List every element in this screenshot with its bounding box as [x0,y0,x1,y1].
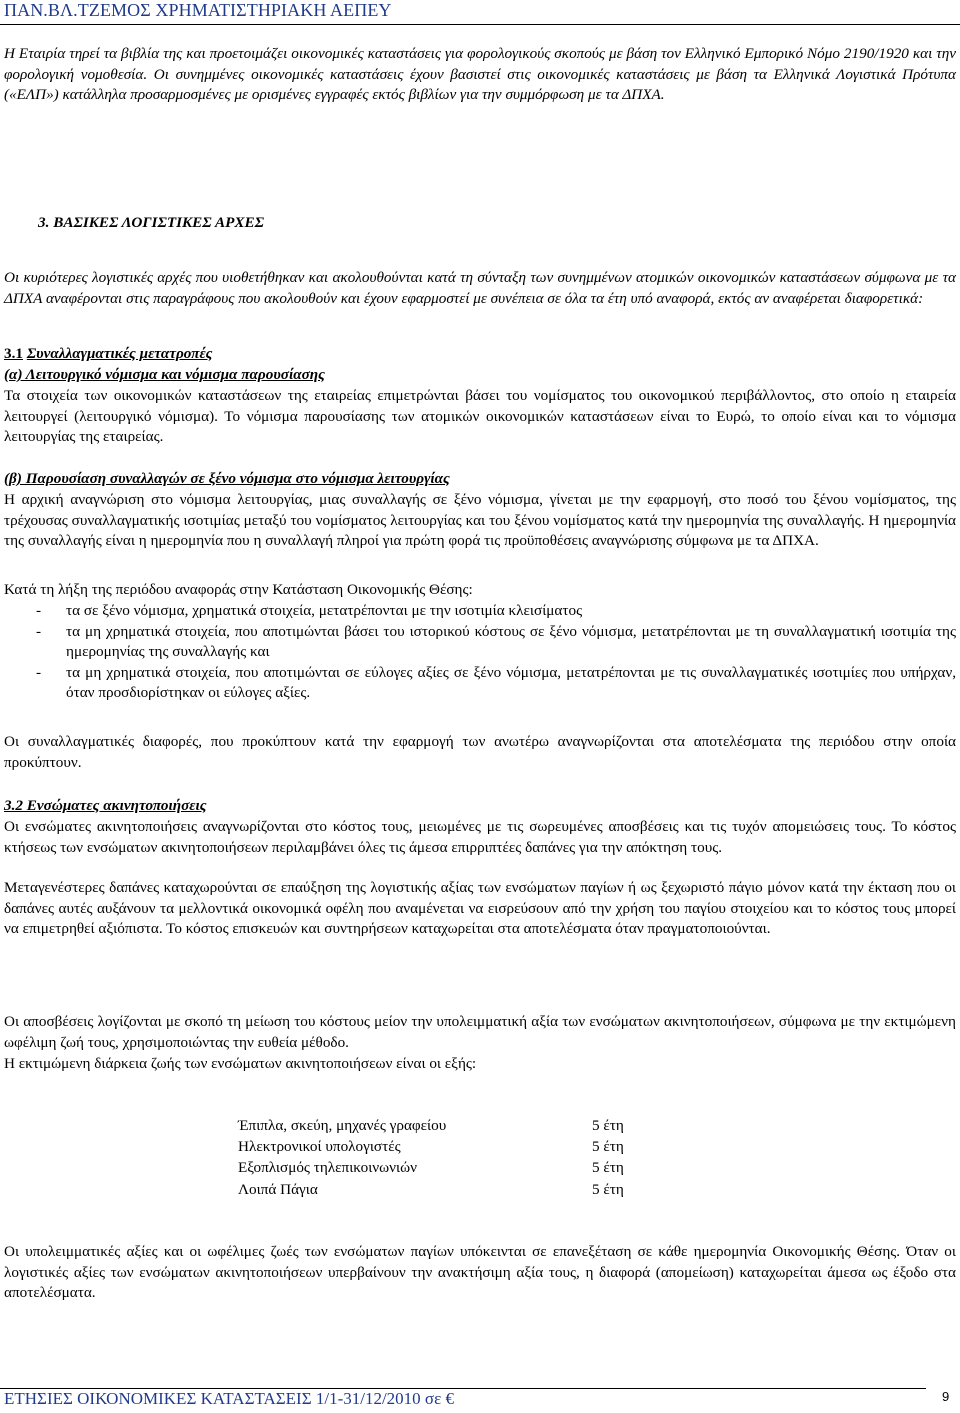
section-3-1-title: Συναλλαγματικές μετατροπές [26,345,213,362]
list-item [0,601,956,622]
useful-life-table [238,1115,624,1200]
asset-name: Έπιπλα, σκεύη, μηχανές γραφείου [238,1117,447,1134]
asset-life: 5 έτη [592,1180,624,1198]
list-item-text: τα μη χρηματικά στοιχεία, που αποτιμώνται σε εύλογες αξίες σε ξένο νόμισμα, μετατρέπονται με τις συναλλαγματικές ισοτιμίες που υπήρχαν, όταν προσδιορίστηκαν οι εύλογες αξίες. [66,663,956,702]
subsection-b-lead: Κατά τη λήξη της περιόδου αναφοράς στην Κατάσταση Οικονομικής Θέσης: [4,581,473,598]
section-3-2-heading: 3.2 Ενσώματες ακινητοποιήσεις [4,797,207,814]
subsection-a-text: Τα στοιχεία των οικονομικών καταστάσεων της εταιρείας επιμετρώνται βάσει του νομίσματος του οικονομικού περιβάλλοντος, στο οποίο η εταιρεία λειτουργεί (λειτουργικό νόμισμα). Το νόμισμα παρουσίασης των ατομικών οικονομικών καταστάσεων είναι το Ευρώ, το οποίο είναι και το νόμισμα λειτουργίας της εταιρείας. [4,387,956,446]
asset-life: 5 έτη [592,1159,624,1177]
page-number: 9 [942,1389,950,1404]
page-footer: ΕΤΗΣΙΕΣ ΟΙΚΟΝΟΜΙΚΕΣ ΚΑΤΑΣΤΑΣΕΙΣ 1/1-31/12/2010 σε € [4,1389,454,1408]
list-item-text: τα σε ξένο νόμισμα, χρηματικά στοιχεία, μετατρέπονται με την ισοτιμία κλεισίματος [66,602,583,619]
section-3-1-number: 3.1 [4,345,23,362]
table-row [238,1179,624,1200]
section-3-1-heading [4,344,956,365]
subsection-b-text: Η αρχική αναγνώριση στο νόμισμα λειτουργίας, μιας συναλλαγής σε ξένο νόμισμα, γίνεται με την εφαρμογή, στο ποσό του ξένου νομίσματος, της τρέχουσας συναλλαγματικής ισοτιμίας μεταξύ του νομίσματος λειτουργίας και του ξένου νομίσματος κατά την ημερομηνία της συναλλαγής. Η ημερομηνία της συναλλαγής είναι η ημερομηνία που η συναλλαγή πληροί για πρώτη φορά τις προϋποθέσεις αναγνώρισης σύμφωνα με τα ΔΠΧΑ. [4,491,956,550]
intro-paragraph: Η Εταιρία τηρεί τα βιβλία της και προετοιμάζει οικονομικές καταστάσεις για φορολογικούς σκοπούς με βάση τον Ελληνικό Εμπορικό Νόμο 2190/1920 και την φορολογική νομοθεσία. Οι συνημμένες οικονομικές καταστάσεις έχουν βασιστεί στις οικονομικές καταστάσεις με βάση τα Ελληνικά Λογιστικά Πρότυπα («ΕΛΠ») κατάλληλα προσαρμοσμένες με ορισμένες εγγραφές εκτός βιβλίων για την συμμόρφωση με τα ΔΠΧΑ. [4,45,956,104]
exchange-differences-text: Οι συναλλαγματικές διαφορές, που προκύπτουν κατά την εφαρμογή των ανωτέρω αναγνωρίζονται στα αποτελέσματα της περιόδου στην οποία προκύπτουν. [4,733,956,771]
list-item [0,622,956,663]
asset-life: 5 έτη [592,1117,624,1134]
asset-life: 5 έτη [592,1138,624,1156]
asset-name: Ηλεκτρονικοί υπολογιστές [238,1138,401,1156]
bullet-list [0,601,956,704]
table-row [238,1136,624,1157]
dash-marker: - [36,622,42,640]
section-3-2-p1: Οι ενσώματες ακινητοποιήσεις αναγνωρίζονται στο κόστος τους, μειωμένες με τις σωρευμένες αποσβέσεις και τις τυχόν απομειώσεις τους. Το κόστος κτήσεως των ενσώματων ακινητοποιήσεων περιλαμβάνει όλες τις άμεσα επιρριπτέες δαπάνες για την απόκτηση τους. [4,818,956,856]
list-item-text: τα μη χρηματικά στοιχεία, που αποτιμώνται βάσει του ιστορικού κόστους σε ξένο νόμισμα, μετατρέπονται με τη συναλλαγματική ισοτιμία της ημερομηνίας της συναλλαγής και [66,622,956,661]
header-divider [0,24,960,25]
subsection-a-heading: (α) Λειτουργικό νόμισμα και νόμισμα παρουσίασης [4,366,325,383]
section-3-heading: 3. ΒΑΣΙΚΕΣ ΛΟΓΙΣΤΙΚΕΣ ΑΡΧΕΣ [38,214,265,231]
page-header: ΠΑΝ.ΒΛ.ΤΖΕΜΟΣ ΧΡΗΜΑΤΙΣΤΗΡΙΑΚΗ ΑΕΠΕΥ [4,0,392,20]
section-3-2-p3: Οι αποσβέσεις λογίζονται με σκοπό τη μείωση του κόστους μείον την υπολειμματική αξία των ενσώματων ακινητοποιήσεων, σύμφωνα με την εκτιμώμενη ωφέλιμη ζωή τους, χρησιμοποιώντας την ευθεία μέθοδο. [4,1013,956,1051]
section-3-2-p4: Η εκτιμώμενη διάρκεια ζωής των ενσώματων ακινητοποιήσεων είναι οι εξής: [4,1055,477,1072]
dash-marker: - [36,663,42,681]
table-row [238,1157,624,1178]
asset-name: Λοιπά Πάγια [238,1180,318,1198]
dash-marker: - [36,602,42,619]
asset-name: Εξοπλισμός τηλεπικοινωνιών [238,1159,417,1177]
table-row [238,1115,624,1136]
subsection-b-heading: (β) Παρουσίαση συναλλαγών σε ξένο νόμισμα στο νόμισμα λειτουργίας [4,470,450,487]
section-3-2-p2: Μεταγενέστερες δαπάνες καταχωρούνται σε επαύξηση της λογιστικής αξίας των ενσώματων παγίων ή ως ξεχωριστό πάγιο μόνον κατά την έκταση που οι δαπάνες αυτές αυξάνουν τα μελλοντικά οικονομικά οφέλη που αναμένεται να εισρεύσουν από την χρήση του παγίου στοιχείου και το κόστος τους μπορεί να επιμετρηθεί αξιόπιστα. Το κόστος επισκευών και συντηρήσεων καταχωρείται στα αποτελέσματα όταν πραγματοποιούνται. [4,879,956,938]
section-3-text: Οι κυριότερες λογιστικές αρχές που υιοθετήθηκαν και ακολουθούνται κατά τη σύνταξη των συνημμένων ατομικών οικονομικών καταστάσεων σύμφωνα με τα ΔΠΧΑ αναφέρονται στις παραγράφους που ακολουθούν και έχουν εφαρμοστεί με συνέπεια σε όλα τα έτη υπό αναφορά, εκτός αν αναφέρεται διαφορετικά: [4,269,956,307]
section-3-2-p5: Οι υπολειμματικές αξίες και οι ωφέλιμες ζωές των ενσώματων παγίων υπόκεινται σε επανεξέταση σε κάθε ημερομηνία Οικονομικής Θέσης. Όταν οι λογιστικές αξίες των ενσώματων ακινητοποιήσεων υπερβαίνουν την ανακτήσιμη αξία τους, η διαφορά (απομείωση) καταχωρείται άμεσα ως έξοδο στα αποτελέσματα. [4,1243,956,1302]
list-item [0,663,956,704]
